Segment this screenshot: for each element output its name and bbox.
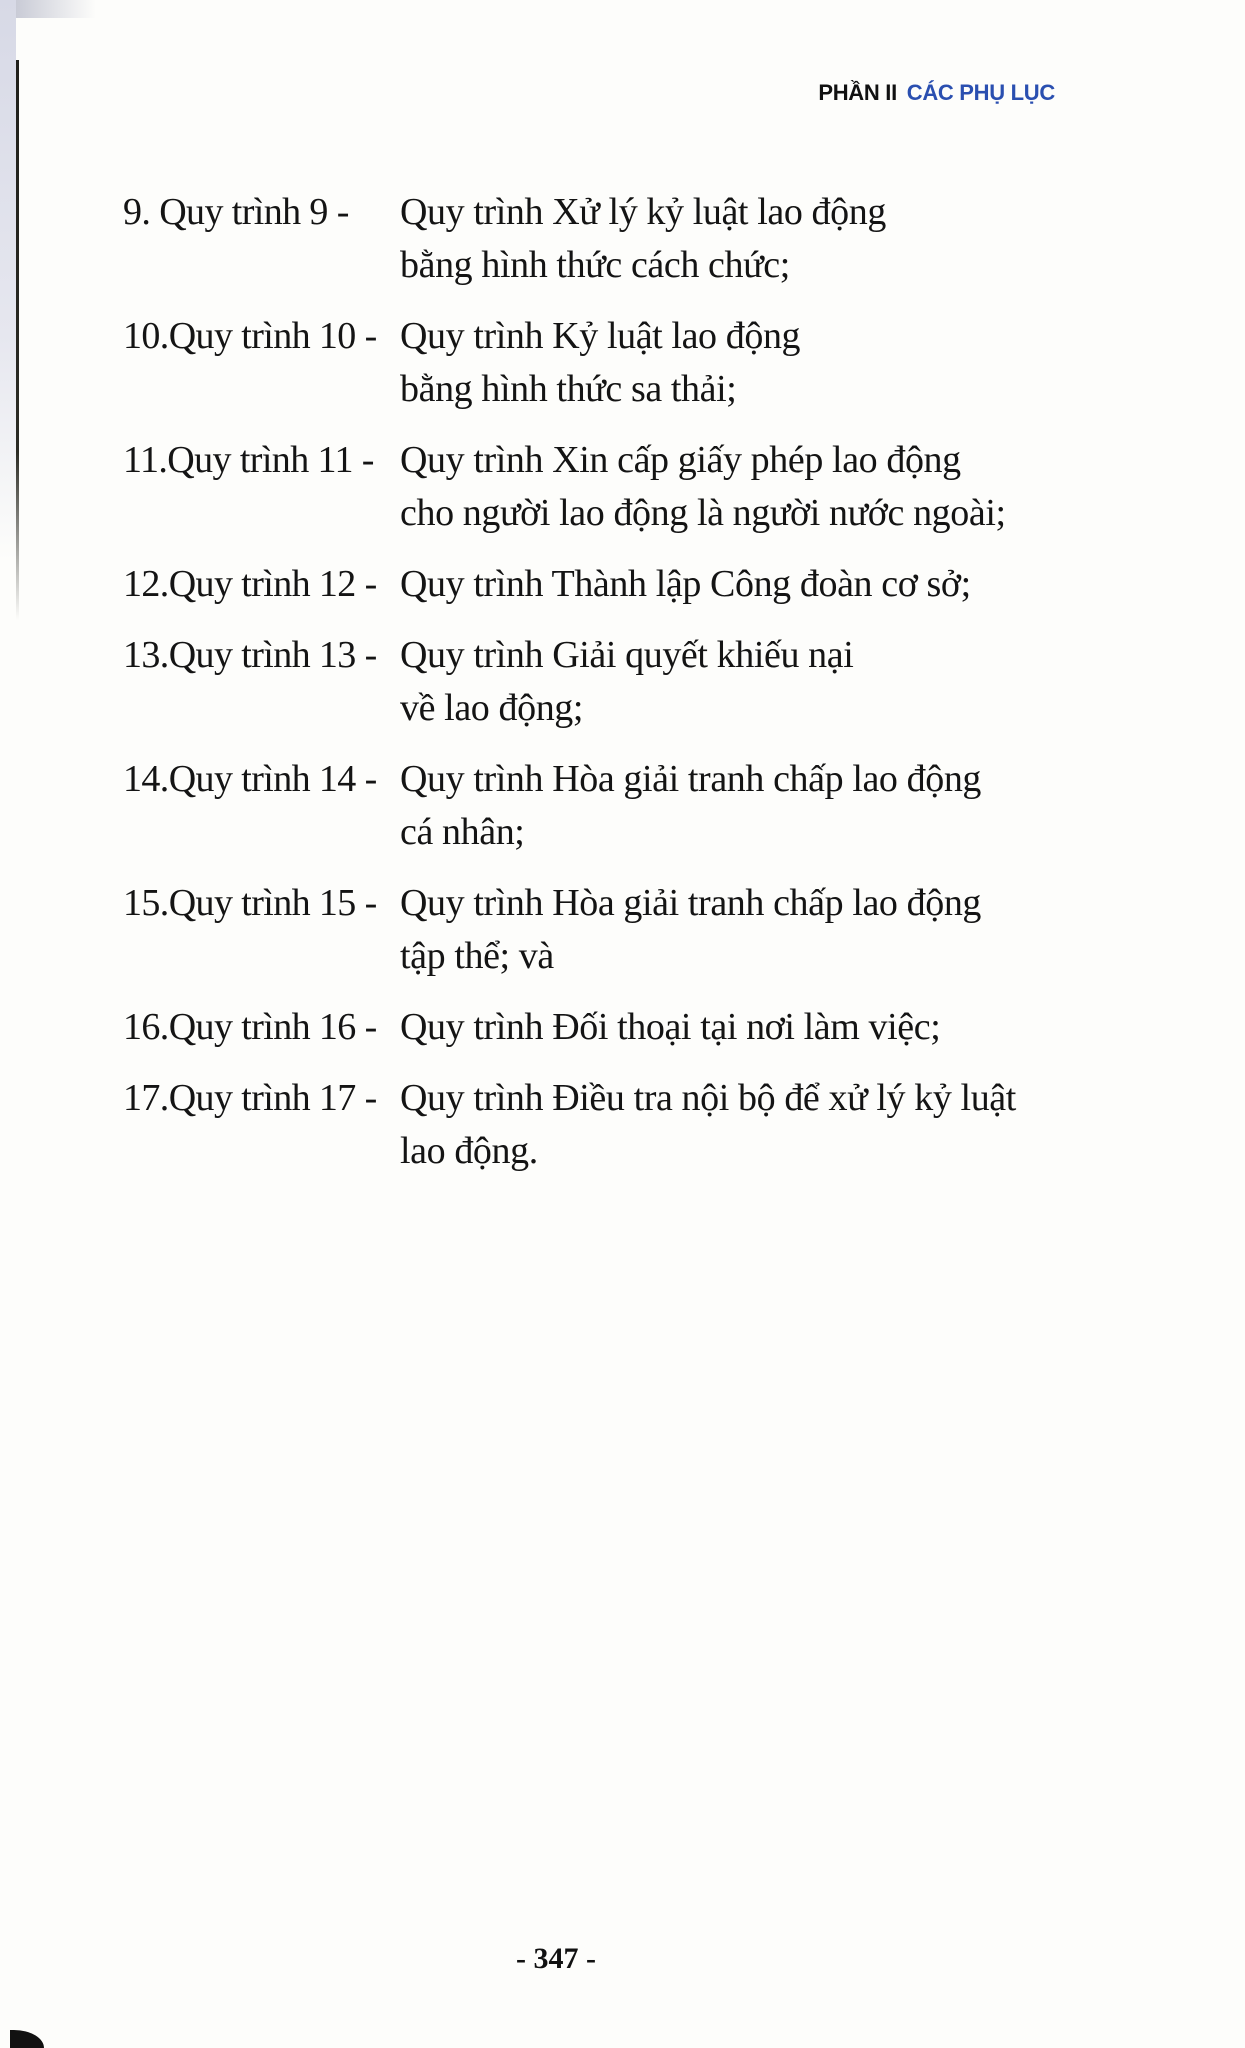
item-description [400, 434, 1043, 540]
item-description [400, 629, 1043, 735]
item-label: 15.Quy trình 15 - [123, 882, 377, 924]
item-description-line: Quy trình Xử lý kỷ luật lao động [400, 191, 886, 233]
item-label: 16.Quy trình 16 - [123, 1006, 377, 1048]
item-description [400, 186, 1043, 292]
item-description-line: Quy trình Điều tra nội bộ để xử lý kỷ luật [400, 1077, 1016, 1119]
running-head-part: PHẦN II [818, 80, 897, 105]
scan-corner-shadow [10, 2030, 44, 2048]
page-binding-edge [16, 60, 19, 620]
item-label: 11.Quy trình 11 - [123, 439, 374, 481]
list-item [123, 629, 1043, 735]
item-label: 17.Quy trình 17 - [123, 1077, 377, 1119]
item-label: 12.Quy trình 12 - [123, 563, 377, 605]
item-description [400, 310, 1043, 416]
item-description-line: Quy trình Thành lập Công đoàn cơ sở; [400, 563, 971, 605]
list-item [123, 186, 1043, 292]
item-description [400, 1001, 1043, 1054]
item-description-line: Quy trình Kỷ luật lao động [400, 315, 801, 357]
procedure-list [123, 186, 1043, 1196]
list-item [123, 434, 1043, 540]
list-item [123, 558, 1043, 611]
item-description [400, 558, 1043, 611]
scan-edge-top-shadow [16, 0, 96, 18]
item-description-line: Quy trình Hòa giải tranh chấp lao động [400, 882, 982, 924]
item-description-line: về lao động; [400, 687, 584, 729]
scan-edge-shadow [0, 0, 16, 560]
page-number: - 347 - [516, 1942, 596, 1975]
item-description [400, 877, 1043, 983]
list-item [123, 1001, 1043, 1054]
list-item [123, 753, 1043, 859]
item-description-line: Quy trình Hòa giải tranh chấp lao động [400, 758, 982, 800]
running-head [818, 80, 1055, 106]
item-label: 9. Quy trình 9 - [123, 191, 349, 233]
item-label: 10.Quy trình 10 - [123, 315, 377, 357]
running-head-section: CÁC PHỤ LỤC [906, 80, 1055, 105]
item-label: 13.Quy trình 13 - [123, 634, 377, 676]
item-label: 14.Quy trình 14 - [123, 758, 377, 800]
item-description-line: cho người lao động là người nước ngoài; [400, 492, 1006, 534]
item-description-line: lao động. [400, 1130, 538, 1172]
list-item [123, 310, 1043, 416]
list-item [123, 877, 1043, 983]
item-description-line: tập thể; và [400, 935, 554, 977]
item-description-line: Quy trình Xin cấp giấy phép lao động [400, 439, 961, 481]
item-description [400, 1072, 1043, 1178]
item-description-line: bằng hình thức sa thải; [400, 368, 737, 410]
item-description-line: Quy trình Giải quyết khiếu nại [400, 634, 854, 676]
item-description-line: Quy trình Đối thoại tại nơi làm việc; [400, 1006, 941, 1048]
list-item [123, 1072, 1043, 1178]
item-description-line: bằng hình thức cách chức; [400, 244, 790, 286]
item-description [400, 753, 1043, 859]
item-description-line: cá nhân; [400, 811, 525, 853]
